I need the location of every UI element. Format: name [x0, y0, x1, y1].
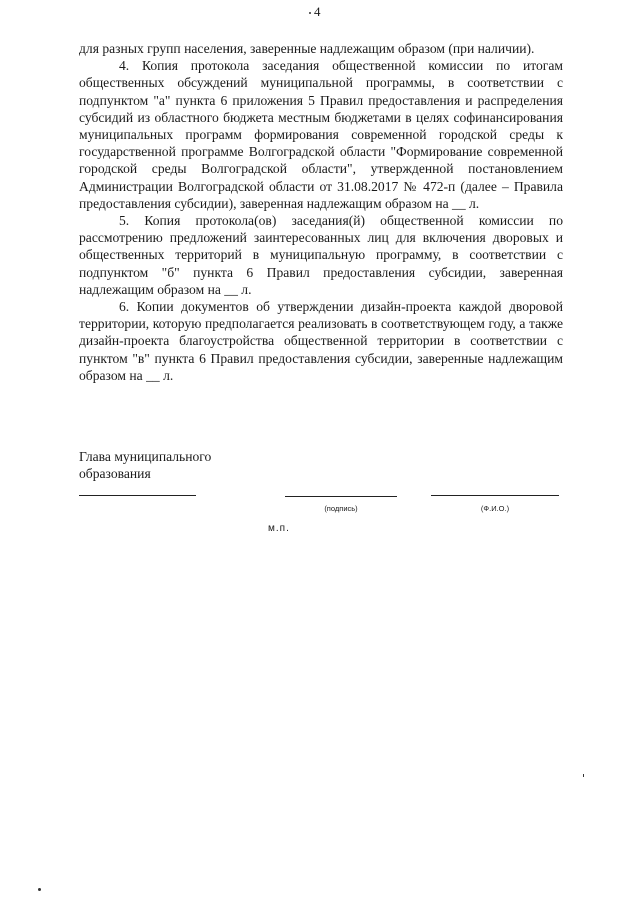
paragraph-item-6: 6. Копии документов об утверждении дизайн-проекта каждой дворовой территории, которую предполагается реализовать в соответствующем году, а также дизайн-проекта благоустройства общественной территории в соответствии с пунктом "в" пункта 6 Правил предоставления субсидии, заверенные надлежащим образом на __ л.: [79, 299, 563, 383]
name-caption: (Ф.И.О.): [480, 504, 510, 513]
stamp-place-label: м.п.: [268, 523, 290, 534]
scan-speck: [309, 12, 311, 14]
paragraph-item-4: 4. Копия протокола заседания общественной комиссии по итогам общественных обсуждений муниципальной программы, в соответствии с подпунктом "а" пункта 6 приложения 5 Правил предоставления и распределения субсидий из областного бюджета местным бюджетами в целях софинансирования муниципальных программ формирования современной городской среды к государственной программе Волгоградской области "Формирование современной городской среды Волгоградской области", утвержденной постановлением Администрации Волгоградской области от 31.08.2017 № 472-п (далее – Правила предоставления субсидии), заверенная надлежащим образом на __ л.: [79, 58, 563, 211]
signature-caption: (подпись): [324, 504, 358, 513]
name-line: [431, 495, 559, 496]
position-line: [79, 495, 196, 496]
scan-speck: [583, 774, 584, 777]
signatory-title-line1: Глава муниципального: [79, 449, 212, 464]
paragraph-continuation: для разных групп населения, заверенные надлежащим образом (при наличии).: [79, 41, 535, 56]
signature-line: [285, 496, 397, 497]
scan-speck: [38, 888, 41, 891]
signatory-title: [79, 448, 211, 482]
page-number: 4: [314, 4, 321, 19]
document-body: [79, 40, 563, 384]
signatory-title-line2: образования: [79, 466, 151, 482]
paragraph-item-5: 5. Копия протокола(ов) заседания(й) общественной комиссии по рассмотрению предложений заинтересованных лиц для включения дворовых и общественных территорий в муниципальную программу, в соответствии с подпунктом "б" пункта 6 Правил предоставления субсидии, заверенная надлежащим образом на __ л.: [79, 213, 563, 297]
